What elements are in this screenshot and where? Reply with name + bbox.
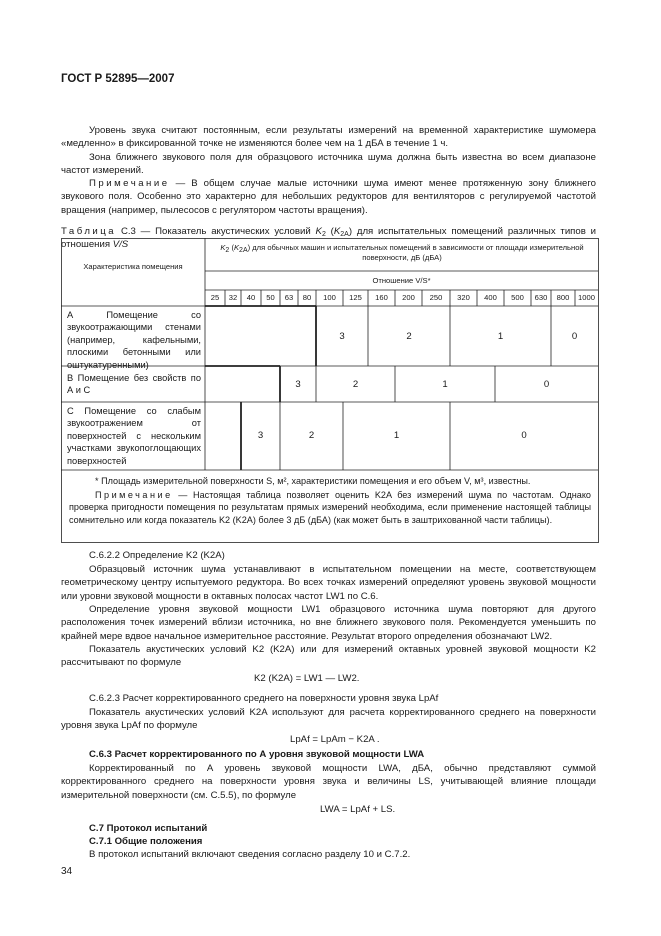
- ratio-cell: 25: [210, 293, 220, 302]
- section-c63: С.6.3 Расчет корректированного по А уровня звуковой мощности LWA: [89, 749, 425, 760]
- hdr-text: для обычных машин и испытательных помещений в зависимости от площади измерительной поверхности, дБ (дБА): [252, 243, 584, 262]
- document-header: ГОСТ Р 52895—2007: [61, 73, 175, 85]
- row-a-label: А Помещение со звукоотражающими стенами (например, кафельными, плоскими бетонными или оштукатуренными): [67, 310, 201, 370]
- table-footnote: * Площадь измерительной поверхности S, м², характеристики помещения и его объем V, м³, известны.: [95, 476, 531, 486]
- caption-k2: K: [333, 226, 341, 237]
- paragraph-level-constant: Уровень звука считают постоянным, если результаты измерений на временной характеристике шумомера «медленно» в фиксированной точке не изменяются более чем на 1 дБА в течение 1 ч.: [61, 125, 596, 150]
- row-a-val-2: 2: [406, 331, 412, 342]
- paragraph-lwa: Корректированный по А уровень звуковой мощности LWA, дБА, обычно представляют суммой корректированного среднего на поверхности уровня звука и величины LS, учитывающей влияние площади измерительной поверхности (см. С.5.5), по формуле: [61, 763, 596, 801]
- paragraph-near-field: Зона ближнего звукового поля для образцового источника шума должна быть известна во всем диапазоне частот измерений.: [61, 152, 596, 177]
- ratio-cell: 630: [534, 293, 548, 302]
- section-c622: С.6.2.2 Определение K2 (K2A): [89, 550, 225, 561]
- paragraph-second-determination: Определение уровня звуковой мощности LW1 образцового источника шума повторяют для другого расположения точек измерений вблизи источника, но вне ближнего звукового поля. Рекомендуется уменьшить по крайней мере вдвое начальное измерительное расстояние. Результат второго определения обозначают LW2.: [61, 604, 596, 642]
- row-c-val-0: 0: [521, 430, 527, 441]
- caption-vs: V/S: [112, 239, 129, 251]
- table-caption-label: Таблица: [61, 226, 117, 237]
- note-1: [61, 177, 596, 217]
- table-note-label: Примечание: [95, 490, 173, 500]
- paragraph-reference-source: Образцовый источник шума устанавливают в испытательном помещении на месте, соответствующем геометрическому центру испытуемого редуктора. Во всех точках измерений определяют уровень звуковой мощности или уровни звуковой мощности в октавных полосах частот LW1 по С.6.: [61, 564, 596, 602]
- section-c623: С.6.2.3 Расчет корректированного среднего на поверхности уровня звука LpAf: [89, 693, 439, 704]
- ratio-cell: 125: [349, 293, 362, 302]
- table-caption-num: С.3: [120, 226, 136, 237]
- ratio-cell: 320: [457, 293, 470, 302]
- section-c71: С.7.1 Общие положения: [89, 836, 203, 847]
- paragraph-corrected-mean: Показатель акустических условий K2A используют для расчета корректированного среднего на поверхности уровня звука LpAf по формуле: [61, 707, 596, 732]
- page-number: 34: [61, 866, 73, 877]
- table-caption-text-b: для испытательных помещений различных типов и отношения: [61, 226, 596, 251]
- ratio-cell: 80: [302, 293, 312, 302]
- hdr-k: K: [220, 243, 226, 252]
- row-b-val-0: 0: [543, 379, 550, 390]
- paragraph-protocol: В протокол испытаний включают сведения согласно разделу 10 и С.7.2.: [89, 849, 411, 860]
- table-note: [69, 489, 591, 526]
- hdr-k2: K: [233, 243, 240, 252]
- formula-lpaf: LpAf = LpAm − K2A .: [290, 734, 380, 745]
- row-b-val-2: 2: [352, 379, 359, 390]
- row-c-val-3: 3: [257, 430, 264, 441]
- table-note-text: — Настоящая таблица позволяет оценить K2A без измерений шума по частотам. Однако проверка пригодности помещения по результатам прямых измерений необходима, если применение настоящей таблицы сомнительно или когда показатель K2 (K2A) более 3 дБ (дБА) (как может быть в заштрихованной части таблицы).: [69, 490, 591, 525]
- row-a-val-0: 0: [571, 331, 578, 342]
- ratio-cell: 100: [323, 293, 336, 302]
- ratio-cell: 500: [511, 293, 524, 302]
- ratio-cell: 63: [284, 293, 294, 302]
- ratio-cell: 250: [429, 293, 443, 302]
- formula-k2: K2 (K2A) = LW1 — LW2.: [254, 673, 360, 684]
- ratio-cell: 200: [402, 293, 415, 302]
- row-a-val-1: 1: [497, 331, 504, 342]
- row-c-label: С Помещение со слабым звукоотражением от поверхностей с нескольким участками звукопоглощающих поверхностей: [67, 406, 201, 466]
- note-1-text: — В общем случае малые источники шума имеют менее протяженную зону ближнего звукового поля. Особенно это характерно для небольших редукторов для вентиляторов с регулируемой частотой вращения (например, пылесосов с регулятором частоты вращения).: [61, 178, 596, 216]
- ratio-cell: 32: [228, 293, 238, 302]
- row-b-val-3: 3: [295, 379, 301, 390]
- caption-k: K: [315, 226, 322, 237]
- ratio-cell: 800: [556, 293, 570, 302]
- col-header-room: Характеристика помещения: [83, 262, 183, 271]
- row-a-val-3: 3: [339, 331, 345, 342]
- hdr-sub2: 2A: [239, 247, 248, 254]
- table-caption: Таблица С.3 — Показатель акустических условий $K_2$ $(K_{2A})$ для испытательных помещений различных типов и отношения V/S: [61, 226, 596, 251]
- ratio-cell: 1000: [578, 293, 595, 302]
- ratio-cell: 50: [266, 293, 275, 302]
- table-caption-text-a: — Показатель акустических условий: [135, 226, 316, 237]
- ratio-header: Отношение V/S*: [372, 276, 431, 285]
- ratio-cell: 400: [484, 293, 497, 302]
- note-1-label: Примечание: [89, 178, 170, 189]
- row-c-val-2: 2: [308, 430, 315, 441]
- ratio-cell: 40: [246, 293, 256, 302]
- row-b-val-1: 1: [442, 379, 448, 390]
- row-c-val-1: 1: [393, 430, 400, 441]
- hdr-sub: 2: [225, 247, 230, 254]
- section-c7: С.7 Протокол испытаний: [89, 823, 208, 834]
- row-b-label: В Помещение без свойств по А и С: [67, 373, 201, 396]
- paragraph-k2-calc: Показатель акустических условий K2 (K2A) или для измерений октавных уровней звуковой мощности K2 рассчитывают по формуле: [61, 644, 596, 669]
- ratio-cell: 160: [375, 293, 388, 302]
- caption-sub2: 2A: [340, 231, 349, 238]
- col-header-k2: $K_2$ $(K_{2A})$ для обычных машин и испытательных помещений в зависимости от площади измерительной поверхности, дБ (дБА): [220, 243, 584, 262]
- acoustic-conditions-table: [61, 238, 599, 543]
- caption-sub: 2: [321, 231, 326, 238]
- formula-lwa: LWA = LpAf + LS.: [320, 804, 396, 815]
